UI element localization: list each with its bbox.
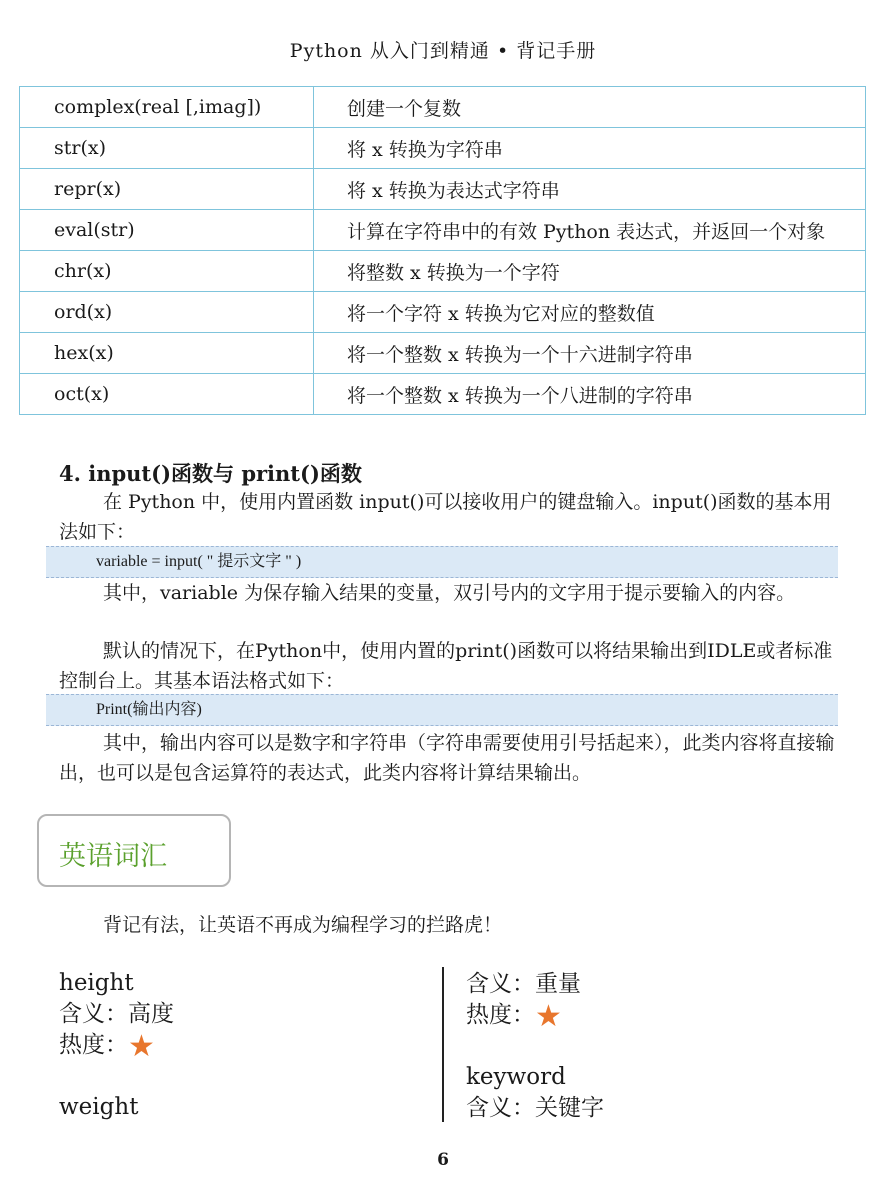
code-block-print bbox=[46, 694, 838, 726]
vocab-meaning: 含义：关键字 bbox=[466, 1095, 604, 1121]
paragraph-print-output: 其中，输出内容可以是数字和字符串（字符串需要使用引号括起来），此类内容将直接输出，也可以是包含运算符的表达式，此类内容将计算结果输出。 bbox=[59, 732, 835, 784]
function-desc: 创建一个复数 bbox=[314, 87, 866, 128]
vocab-title: 英语词汇 bbox=[59, 841, 167, 872]
vocab-word: keyword bbox=[466, 1064, 566, 1090]
heat-label: 热度： bbox=[59, 1032, 128, 1058]
vocab-meaning: 含义：高度 bbox=[59, 1001, 174, 1027]
function-desc: 将一个整数 x 转换为一个十六进制字符串 bbox=[314, 333, 866, 374]
vocab-tip: 背记有法，让英语不再成为编程学习的拦路虎！ bbox=[103, 914, 503, 936]
paragraph-input-intro: 在 Python 中，使用内置函数 input()可以接收用户的键盘输入。input()函数的基本用法如下： bbox=[59, 491, 832, 543]
function-name: chr(x) bbox=[20, 251, 314, 292]
vocab-word: weight bbox=[59, 1094, 139, 1120]
vocab-word: height bbox=[59, 970, 134, 996]
code-line: variable = input( " 提示文字 " ) bbox=[96, 553, 302, 570]
vocab-column-left bbox=[59, 968, 174, 1123]
running-header: Python 从入门到精通 • 背记手册 bbox=[289, 40, 597, 62]
function-name: str(x) bbox=[20, 128, 314, 169]
table-row bbox=[20, 87, 866, 128]
vocab-section-box bbox=[37, 814, 231, 887]
table-row bbox=[20, 128, 866, 169]
star-icon: ★ bbox=[128, 1029, 155, 1064]
spacer bbox=[466, 1031, 604, 1062]
table-row bbox=[20, 251, 866, 292]
function-desc: 将一个字符 x 转换为它对应的整数值 bbox=[314, 292, 866, 333]
function-desc: 将整数 x 转换为一个字符 bbox=[314, 251, 866, 292]
column-divider bbox=[442, 967, 444, 1122]
function-name: ord(x) bbox=[20, 292, 314, 333]
function-name: hex(x) bbox=[20, 333, 314, 374]
table-row bbox=[20, 374, 866, 415]
function-name: complex(real [,imag]) bbox=[20, 87, 314, 128]
vocab-heat bbox=[59, 1029, 174, 1064]
paragraph-variable: 其中，variable 为保存输入结果的变量，双引号内的文字用于提示要输入的内容。 bbox=[103, 582, 796, 604]
conversion-functions-table bbox=[19, 86, 866, 415]
vocab-heat bbox=[466, 999, 604, 1034]
table-row bbox=[20, 292, 866, 333]
function-desc: 将一个整数 x 转换为一个八进制的字符串 bbox=[314, 374, 866, 415]
vocab-meaning: 含义：重量 bbox=[466, 971, 581, 997]
function-desc: 计算在字符串中的有效 Python 表达式，并返回一个对象 bbox=[314, 210, 866, 251]
paragraph-print-intro: 默认的情况下，在Python中，使用内置的print()函数可以将结果输出到IDLE或者标准控制台上。其基本语法格式如下： bbox=[59, 640, 833, 692]
section-heading: 4. input()函数与 print()函数 bbox=[59, 461, 362, 486]
code-block-input bbox=[46, 546, 838, 578]
vocab-column-right bbox=[466, 969, 604, 1124]
function-name: repr(x) bbox=[20, 169, 314, 210]
page-number: 6 bbox=[437, 1150, 449, 1170]
star-icon: ★ bbox=[535, 999, 562, 1034]
function-desc: 将 x 转换为表达式字符串 bbox=[314, 169, 866, 210]
code-line: Print(输出内容) bbox=[96, 701, 202, 718]
table-row bbox=[20, 210, 866, 251]
table-row bbox=[20, 333, 866, 374]
table-row bbox=[20, 169, 866, 210]
function-name: eval(str) bbox=[20, 210, 314, 251]
function-desc: 将 x 转换为字符串 bbox=[314, 128, 866, 169]
heat-label: 热度： bbox=[466, 1002, 535, 1028]
function-name: oct(x) bbox=[20, 374, 314, 415]
spacer bbox=[59, 1061, 174, 1092]
